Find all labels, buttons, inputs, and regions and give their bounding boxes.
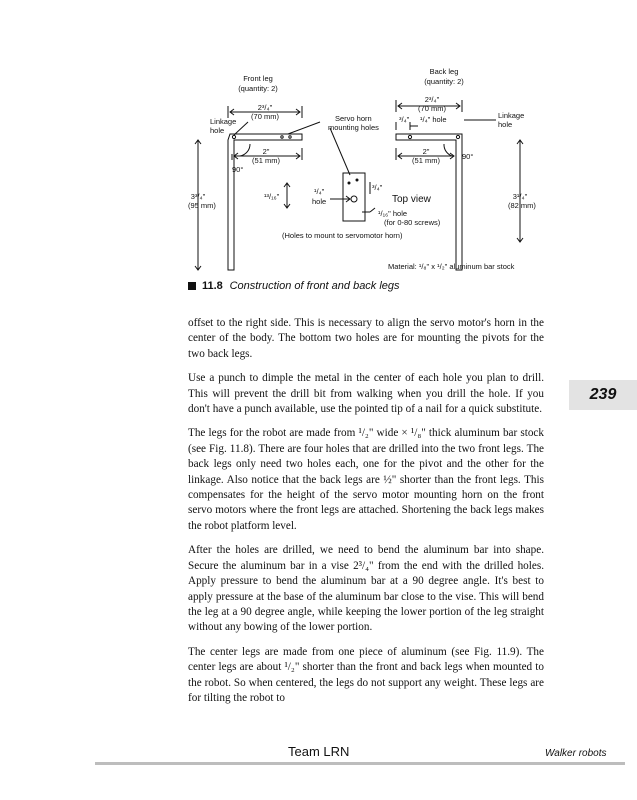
paragraph: Use a punch to dimple the metal in the center of each hole you plan to drill. This will prevent the drill bit from walking when you drill the hole. If you don't have a punch available, use the pointed tip of a nail for a quick substitute. [188,372,544,416]
servo-horn-label-2: mounting holes [328,123,379,132]
front-linkage-hole [232,135,235,138]
caption-bullet [188,282,196,290]
small-hole-label-1: ¹/₁₆" hole [378,209,408,218]
front-linkage-label-2: hole [210,126,225,135]
back-base-label: 2" [422,147,430,156]
caption-title: Construction of front and back legs [229,280,400,292]
back-width-label: 2³/₄" [424,95,440,104]
back-linkage-label-2: hole [498,120,513,129]
page-number: 239 [589,386,617,403]
small-hole-label-2: (for 0-80 screws) [384,218,441,227]
paragraph: The center legs are made from one piece of aluminum (see Fig. 11.9). The center legs are about ¹/₂" shorter than the front and back legs when mounted to the robot. So when centered, the legs do not support any weight. These legs are for tilting the robot to [188,645,544,704]
back-pivot-hole [408,135,411,138]
top-view-small-hole-2 [356,179,358,181]
top-view-quarter-2: hole [312,197,327,206]
back-linkage-label-1: Linkage [498,111,525,120]
paragraph: offset to the right side. This is necessary to align the servo motor's horn in the center of the body. The bottom two holes are for mounting the pivots for the two back legs. [188,317,544,360]
back-linkage-hole [456,135,459,138]
leg-construction-figure [170,60,550,275]
front-leg-qty: (quantity: 2) [238,84,278,93]
servo-horn-label-1: Servo horn [335,114,372,123]
footer-section-title: Walker robots [545,748,607,759]
back-hole-dim: ³/₄" [399,115,410,124]
front-leg-title: Front leg [243,74,273,83]
back-leg-title: Back leg [429,67,459,76]
page-number-tab [569,380,637,410]
top-view-bar [343,173,365,221]
back-leg-qty: (quantity: 2) [424,77,464,86]
top-view-label: Top view [392,194,431,205]
front-base-mm: (51 mm) [252,156,280,165]
front-linkage-label-1: Linkage [210,117,237,126]
top-view-dim: ¹³/₁₆" [264,192,280,201]
front-width-label: 2³/₄" [257,103,273,112]
front-angle-label: 90° [232,165,244,174]
mount-note: (Holes to mount to servomotor horn) [282,231,403,240]
front-mount-hole-1 [281,136,283,138]
front-mount-hole-2 [289,136,291,138]
top-view-quarter-hole [351,196,357,202]
front-base-label: 2" [262,147,270,156]
front-height-mm: (95 mm) [188,201,216,210]
body-text [188,316,544,715]
top-view-quarter-1: ¹/₄" [314,187,325,196]
paragraph: The legs for the robot are made from ¹/₂" wide × ¹/₈" thick aluminum bar stock (see Fig. 11.8). There are four holes that are drilled into the two front legs. The back legs only need two holes each, one for the pivot and the other for the linkage. Also notice that the back legs are ½" shorter than the front legs. This compensates for the height of the servo motor mounting horn on the front servo motors where the front legs are attached. Shortening the back legs makes the robot platform level. [188,427,544,532]
footer-left-text: Team LRN [288,744,350,759]
top-view-small-hole-1 [348,182,350,184]
top-view-three-quarter: ³/₄" [372,183,383,192]
front-height-label: 3³/₄" [190,192,206,201]
front-width-mm: (70 mm) [251,112,279,121]
paragraph: After the holes are drilled, we need to bend the aluminum bar into shape. Secure the aluminum bar in a vise 2³/₄" from the end with the drilled holes. Apply pressure to bend the aluminum bar at a 90 degree angle. It's best to apply pressure at the base of the aluminum bar close to the vise. This will bend the leg at a 90 degree angle, while keeping the lower portion of the leg straight without any bowing of the lower portion. [188,544,544,634]
back-height-mm: (82 mm) [508,201,536,210]
back-height-label: 3¹/₄" [512,192,528,201]
figure-caption [188,280,400,292]
footer-rule [95,762,625,765]
back-width-mm: (70 mm) [418,104,446,113]
material-note: Material: ¹/₈" x ¹/₂" aluminum bar stock [388,262,515,271]
caption-number: 11.8 [202,280,223,292]
back-quarter-hole: ¹/₄" hole [420,115,447,124]
back-angle-label: 90° [462,152,474,161]
back-base-mm: (51 mm) [412,156,440,165]
